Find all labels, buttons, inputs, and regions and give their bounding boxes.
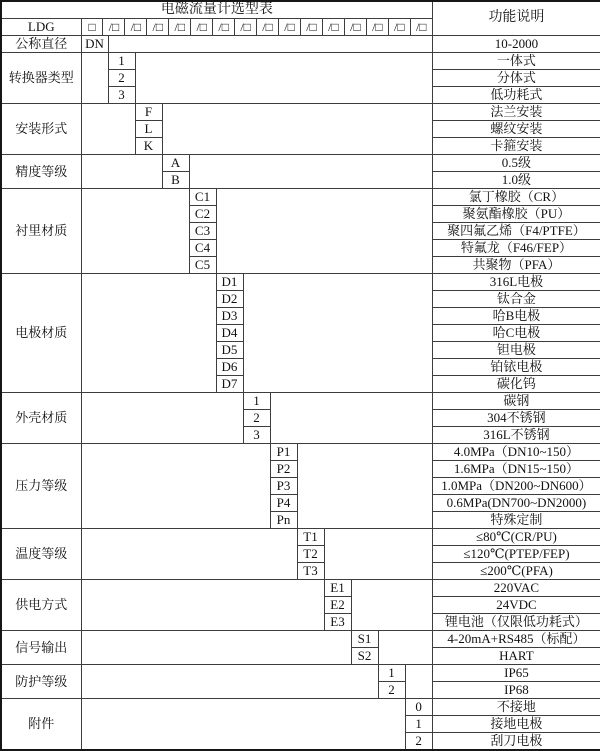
model-code-box: /□ bbox=[344, 19, 366, 35]
model-code-box: /□ bbox=[366, 19, 388, 35]
function-desc: 特殊定制 bbox=[432, 512, 600, 529]
category-pressure-grade: 压力等级 bbox=[1, 444, 81, 529]
code-cell: T1 bbox=[297, 529, 324, 546]
code-cell: D3 bbox=[216, 308, 243, 325]
function-desc: 24VDC bbox=[432, 597, 600, 614]
function-desc: 特氟龙（F46/FEP） bbox=[432, 240, 600, 257]
code-cell: T2 bbox=[297, 546, 324, 563]
category-electrode-material: 电极材质 bbox=[1, 274, 81, 393]
spacer-cell bbox=[135, 53, 432, 104]
spacer-cell bbox=[324, 529, 432, 580]
code-cell: L bbox=[135, 121, 162, 138]
function-desc: 1.0MPa（DN200~DN600） bbox=[432, 478, 600, 495]
function-desc: 螺纹安装 bbox=[432, 121, 600, 138]
function-desc: 10-2000 bbox=[432, 36, 600, 53]
function-desc: 碳钢 bbox=[432, 393, 600, 410]
category-accuracy-grade: 精度等级 bbox=[1, 155, 81, 189]
function-desc: 1.0级 bbox=[432, 172, 600, 189]
spacer-cell bbox=[162, 104, 432, 155]
function-desc: 接地电极 bbox=[432, 716, 600, 733]
spacer-cell bbox=[405, 665, 432, 699]
code-cell: 0 bbox=[405, 699, 432, 716]
spacer-cell bbox=[81, 444, 270, 529]
code-cell: D4 bbox=[216, 325, 243, 342]
model-code-box: /□ bbox=[300, 19, 322, 35]
spacer-cell bbox=[108, 36, 432, 53]
function-desc: 共聚物（PFA） bbox=[432, 257, 600, 274]
model-code-box: /□ bbox=[168, 19, 190, 35]
function-desc: 法兰安装 bbox=[432, 104, 600, 121]
category-housing-material: 外壳材质 bbox=[1, 393, 81, 444]
category-accessories: 附件 bbox=[1, 699, 81, 751]
model-code-box: □ bbox=[88, 19, 96, 34]
spacer-cell bbox=[81, 393, 243, 444]
table-title: 电磁流量计选型表 bbox=[1, 1, 432, 19]
spacer-cell bbox=[189, 155, 432, 189]
spacer-cell bbox=[81, 699, 405, 751]
model-code-box: /□ bbox=[212, 19, 234, 35]
code-cell: C1 bbox=[189, 189, 216, 206]
function-desc: 哈C电极 bbox=[432, 325, 600, 342]
model-code-slots bbox=[81, 19, 432, 36]
category-installation-type: 安装形式 bbox=[1, 104, 81, 155]
function-desc: 一体式 bbox=[432, 53, 600, 70]
function-desc: 铂铱电极 bbox=[432, 359, 600, 376]
category-temperature-grade: 温度等级 bbox=[1, 529, 81, 580]
function-desc: IP68 bbox=[432, 682, 600, 699]
code-cell: P3 bbox=[270, 478, 297, 495]
code-cell: 2 bbox=[243, 410, 270, 427]
function-desc: 不接地 bbox=[432, 699, 600, 716]
model-code-prefix: LDG bbox=[1, 19, 81, 36]
code-cell: K bbox=[135, 138, 162, 155]
function-desc: 316L不锈钢 bbox=[432, 427, 600, 444]
code-cell: D2 bbox=[216, 291, 243, 308]
model-code-box: /□ bbox=[278, 19, 300, 35]
model-code-box: /□ bbox=[322, 19, 344, 35]
function-desc: 哈B电极 bbox=[432, 308, 600, 325]
spacer-cell bbox=[81, 665, 378, 699]
code-cell: C2 bbox=[189, 206, 216, 223]
code-cell: DN bbox=[81, 36, 108, 53]
model-code-box: /□ bbox=[124, 19, 146, 35]
function-desc: 220VAC bbox=[432, 580, 600, 597]
model-code-box: /□ bbox=[146, 19, 168, 35]
function-desc: 1.6MPa（DN15~150） bbox=[432, 461, 600, 478]
function-desc: 304不锈钢 bbox=[432, 410, 600, 427]
function-desc: 刮刀电极 bbox=[432, 733, 600, 751]
function-desc: 4-20mA+RS485（标配） bbox=[432, 631, 600, 648]
code-cell: P4 bbox=[270, 495, 297, 512]
code-cell: E1 bbox=[324, 580, 351, 597]
spacer-cell bbox=[216, 189, 432, 274]
code-cell: 2 bbox=[378, 682, 405, 699]
spacer-cell bbox=[81, 631, 351, 665]
code-cell: B bbox=[162, 172, 189, 189]
spacer-cell bbox=[243, 274, 432, 393]
function-desc: 钛合金 bbox=[432, 291, 600, 308]
code-cell: D6 bbox=[216, 359, 243, 376]
spacer-cell bbox=[81, 189, 189, 274]
code-cell: 2 bbox=[405, 733, 432, 751]
model-code-box: /□ bbox=[102, 19, 124, 35]
code-cell: E3 bbox=[324, 614, 351, 631]
category-signal-output: 信号输出 bbox=[1, 631, 81, 665]
code-cell: T3 bbox=[297, 563, 324, 580]
spacer-cell bbox=[81, 274, 216, 393]
code-cell: 3 bbox=[243, 427, 270, 444]
category-power-supply: 供电方式 bbox=[1, 580, 81, 631]
spacer-cell bbox=[378, 631, 432, 665]
function-desc: 0.5级 bbox=[432, 155, 600, 172]
spacer-cell bbox=[351, 580, 432, 631]
category-nominal-diameter: 公称直径 bbox=[1, 36, 81, 53]
code-cell: 2 bbox=[108, 70, 135, 87]
function-desc: 卡箍安装 bbox=[432, 138, 600, 155]
function-desc: 低功耗式 bbox=[432, 87, 600, 104]
function-desc: 分体式 bbox=[432, 70, 600, 87]
model-code-box: /□ bbox=[410, 19, 432, 35]
code-cell: C3 bbox=[189, 223, 216, 240]
function-description-header: 功能说明 bbox=[432, 1, 600, 36]
function-desc: 聚氨酯橡胶（PU） bbox=[432, 206, 600, 223]
function-desc: 0.6MPa(DN700~DN2000) bbox=[432, 495, 600, 512]
model-code-row bbox=[82, 19, 432, 35]
spacer-cell bbox=[81, 53, 108, 104]
model-code-box: /□ bbox=[256, 19, 278, 35]
category-protection-grade: 防护等级 bbox=[1, 665, 81, 699]
code-cell: D7 bbox=[216, 376, 243, 393]
code-cell: 1 bbox=[378, 665, 405, 682]
spacer-cell bbox=[81, 104, 135, 155]
code-cell: S1 bbox=[351, 631, 378, 648]
function-desc: ≤200℃(PFA) bbox=[432, 563, 600, 580]
function-desc: 氯丁橡胶（CR） bbox=[432, 189, 600, 206]
code-cell: Pn bbox=[270, 512, 297, 529]
code-cell: 1 bbox=[108, 53, 135, 70]
function-desc: 4.0MPa（DN10~150） bbox=[432, 444, 600, 461]
function-desc: ≤80℃(CR/PU) bbox=[432, 529, 600, 546]
function-desc: 聚四氟乙烯（F4/PTFE） bbox=[432, 223, 600, 240]
function-desc: 锂电池（仅限低功耗式） bbox=[432, 614, 600, 631]
code-cell: E2 bbox=[324, 597, 351, 614]
spacer-cell bbox=[81, 580, 324, 631]
code-cell: D5 bbox=[216, 342, 243, 359]
code-cell: F bbox=[135, 104, 162, 121]
code-cell: S2 bbox=[351, 648, 378, 665]
spacer-cell bbox=[81, 155, 162, 189]
code-cell: P1 bbox=[270, 444, 297, 461]
function-desc: HART bbox=[432, 648, 600, 665]
model-code-box: /□ bbox=[388, 19, 410, 35]
code-cell: P2 bbox=[270, 461, 297, 478]
spacer-cell bbox=[270, 393, 432, 444]
spacer-cell bbox=[297, 444, 432, 529]
function-desc: ≤120℃(PTEP/FEP) bbox=[432, 546, 600, 563]
category-liner-material: 衬里材质 bbox=[1, 189, 81, 274]
code-cell: C5 bbox=[189, 257, 216, 274]
spacer-cell bbox=[81, 529, 297, 580]
function-desc: IP65 bbox=[432, 665, 600, 682]
code-cell: 3 bbox=[108, 87, 135, 104]
function-desc: 钽电极 bbox=[432, 342, 600, 359]
code-cell: A bbox=[162, 155, 189, 172]
code-cell: D1 bbox=[216, 274, 243, 291]
code-cell: C4 bbox=[189, 240, 216, 257]
code-cell: 1 bbox=[243, 393, 270, 410]
function-desc: 碳化钨 bbox=[432, 376, 600, 393]
function-desc: 316L电极 bbox=[432, 274, 600, 291]
model-code-box: /□ bbox=[190, 19, 212, 35]
model-code-box: /□ bbox=[234, 19, 256, 35]
code-cell: 1 bbox=[405, 716, 432, 733]
category-converter-type: 转换器类型 bbox=[1, 53, 81, 104]
